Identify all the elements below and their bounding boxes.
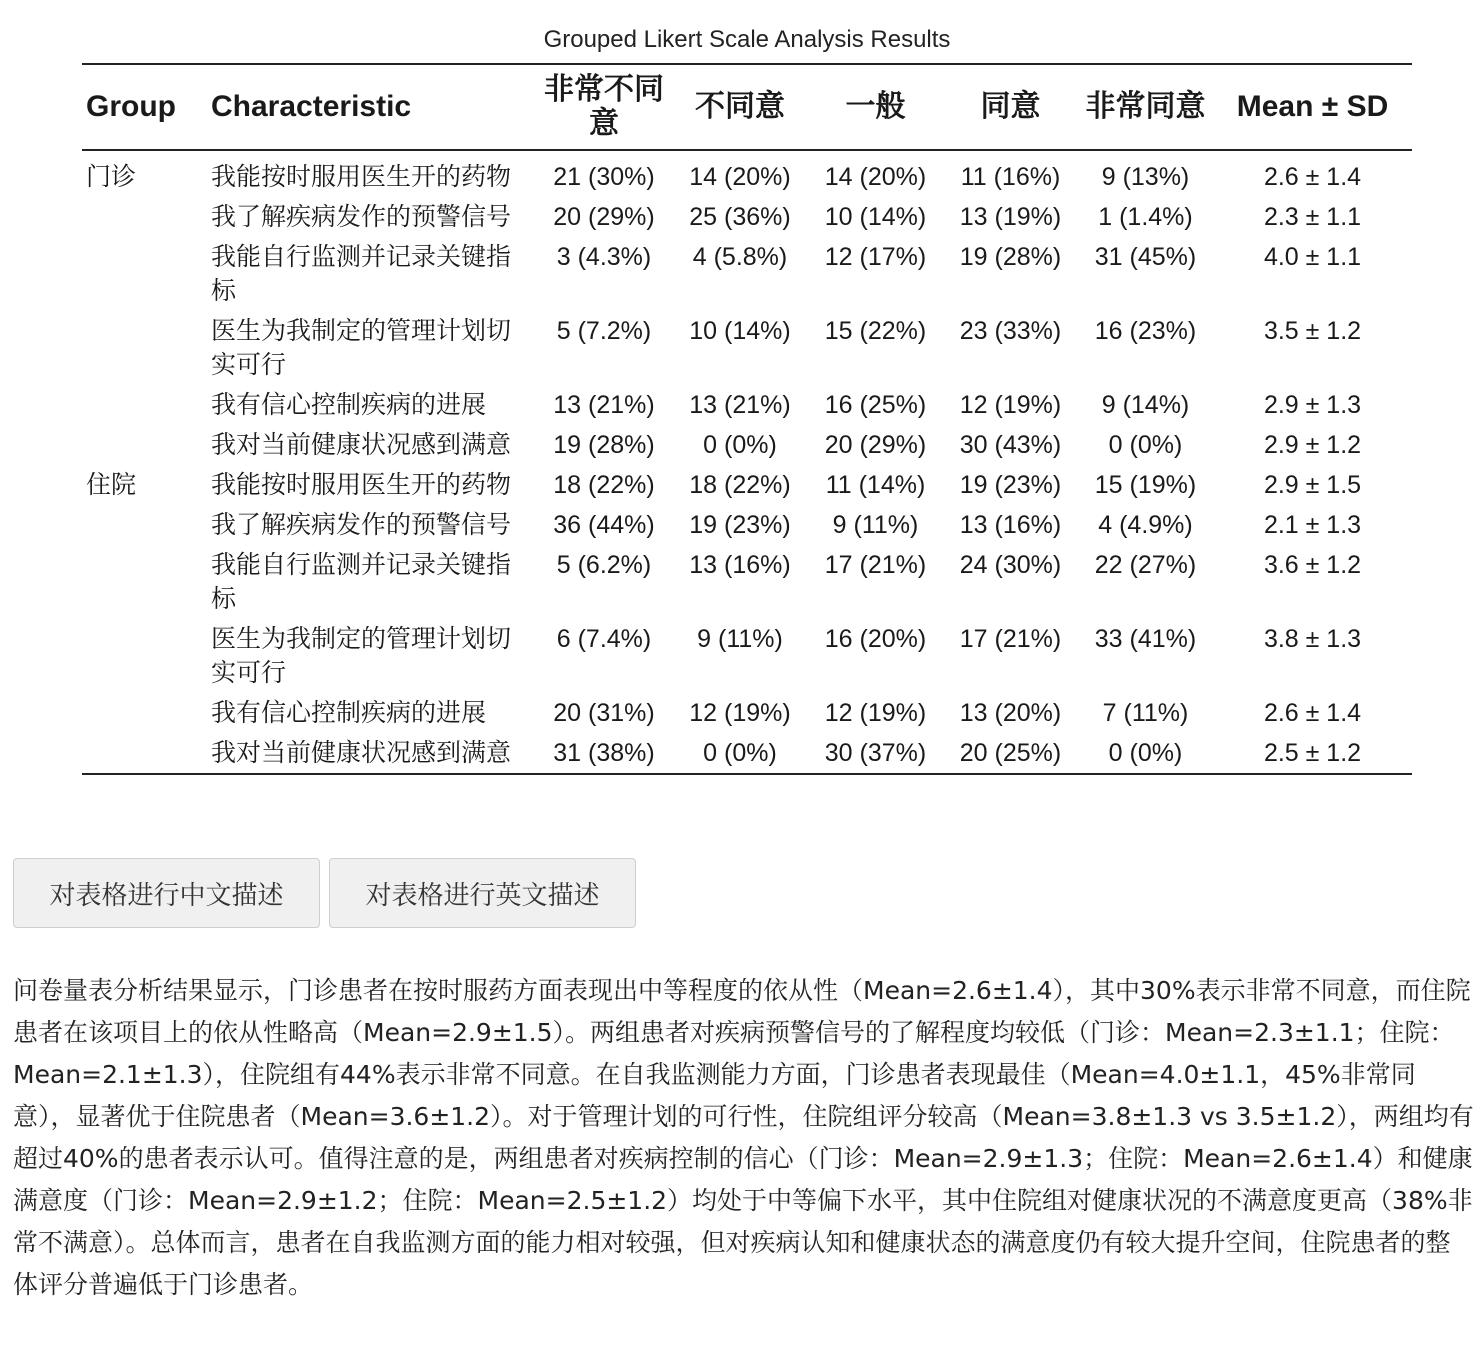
strongly-disagree-cell: 5 (6.2%) — [556, 551, 652, 579]
group-cell — [82, 733, 207, 774]
agree-cell: 13 (19%) — [959, 203, 1062, 231]
disagree-cell: 9 (11%) — [697, 625, 783, 653]
group-cell — [82, 619, 207, 693]
strongly-agree-cell: 9 (13%) — [1101, 163, 1190, 191]
mean-sd-cell: 3.6 ± 1.2 — [1263, 551, 1362, 579]
characteristic-cell: 我对当前健康状况感到满意 — [211, 739, 512, 767]
characteristic-cell: 我有信心控制疾病的进展 — [211, 391, 487, 419]
header-mean-sd: Mean ± SD — [1236, 90, 1389, 123]
neutral-cell: 11 (14%) — [825, 471, 926, 499]
strongly-disagree-cell: 20 (29%) — [553, 203, 655, 231]
characteristic-cell: 医生为我制定的管理计划切实可行 — [211, 317, 512, 379]
strongly-agree-cell: 9 (14%) — [1101, 391, 1190, 419]
disagree-cell: 18 (22%) — [689, 471, 791, 499]
group-cell — [82, 693, 207, 733]
characteristic-cell: 我了解疾病发作的预警信号 — [211, 203, 512, 231]
agree-cell: 11 (16%) — [960, 163, 1061, 191]
disagree-cell: 4 (5.8%) — [692, 243, 788, 271]
neutral-cell: 16 (20%) — [824, 625, 927, 653]
table-row — [82, 237, 1412, 311]
agree-cell: 23 (33%) — [959, 317, 1062, 345]
table-row — [82, 733, 1412, 774]
group-cell: 门诊 — [86, 163, 137, 191]
neutral-cell: 10 (14%) — [824, 203, 927, 231]
agree-cell: 19 (23%) — [959, 471, 1062, 499]
mean-sd-cell: 4.0 ± 1.1 — [1263, 243, 1362, 271]
group-cell — [82, 425, 207, 465]
neutral-cell: 14 (20%) — [824, 163, 927, 191]
mean-sd-cell: 3.5 ± 1.2 — [1263, 317, 1362, 345]
strongly-agree-cell: 0 (0%) — [1108, 431, 1183, 459]
strongly-disagree-cell: 19 (28%) — [553, 431, 655, 459]
header-disagree: 不同意 — [695, 90, 785, 123]
group-cell — [82, 311, 207, 385]
describe-chinese-button[interactable]: 对表格进行中文描述 — [13, 858, 320, 928]
strongly-agree-cell: 4 (4.9%) — [1098, 511, 1193, 539]
mean-sd-cell: 2.6 ± 1.4 — [1263, 163, 1362, 191]
table-row — [82, 150, 1412, 197]
agree-cell: 12 (19%) — [959, 391, 1062, 419]
disagree-cell: 19 (23%) — [689, 511, 791, 539]
table-description-text: 问卷量表分析结果显示，门诊患者在按时服药方面表现出中等程度的依从性（Mean=2.6±1.4），其中30%表示非常不同意，而住院患者在该项目上的依从性略高（Mean=2.9±1.5）。两组患者对疾病预警信号的了解程度均较低（门诊：Mean=2.3±1.1；住院：Mean=2.1±1.3），住院组有44%表示非常不同意。在自我监测能力方面，门诊患者表现最佳（Mean=4.0±1.1，45%非常同意），显著优于住院患者（Mean=3.6±1.2）。对于管理计划的可行性，住院组评分较高（Mean=3.8±1.3 vs 3.5±1.2），两组均有超过40%的患者表示认可。值得注意的是，两组患者对疾病控制的信心（门诊：Mean=2.9±1.3；住院：Mean=2.6±1.4）和健康满意度（门诊：Mean=2.9±1.2；住院：Mean=2.5±1.2）均处于中等偏下水平，其中住院组对健康状况的不满意度更高（38%非常不满意）。总体而言，患者在自我监测方面的能力相对较强，但对疾病认知和健康状态的满意度仍有较大提升空间，住院患者的整体评分普遍低于门诊患者。 — [13, 976, 1474, 1299]
strongly-agree-cell: 22 (27%) — [1094, 551, 1197, 579]
neutral-cell: 9 (11%) — [832, 511, 919, 539]
group-cell: 住院 — [86, 471, 137, 499]
neutral-cell: 16 (25%) — [824, 391, 927, 419]
mean-sd-cell: 2.6 ± 1.4 — [1263, 699, 1362, 727]
characteristic-cell: 我对当前健康状况感到满意 — [211, 431, 512, 459]
header-agree: 同意 — [980, 90, 1041, 123]
neutral-cell: 20 (29%) — [824, 431, 927, 459]
disagree-cell: 14 (20%) — [689, 163, 791, 191]
strongly-disagree-cell: 13 (21%) — [553, 391, 655, 419]
table-header-row — [82, 64, 1412, 150]
characteristic-cell: 我能自行监测并记录关键指标 — [211, 243, 512, 305]
characteristic-cell: 我了解疾病发作的预警信号 — [211, 511, 512, 539]
table-row — [82, 197, 1412, 237]
mean-sd-cell: 2.3 ± 1.1 — [1263, 203, 1362, 231]
strongly-disagree-cell: 36 (44%) — [553, 511, 655, 539]
describe-english-button[interactable]: 对表格进行英文描述 — [329, 858, 636, 928]
group-cell — [82, 237, 207, 311]
agree-cell: 13 (16%) — [959, 511, 1062, 539]
agree-cell: 20 (25%) — [959, 739, 1062, 767]
strongly-agree-cell: 33 (41%) — [1094, 625, 1197, 653]
neutral-cell: 12 (17%) — [824, 243, 927, 271]
disagree-cell: 0 (0%) — [703, 739, 777, 767]
neutral-cell: 15 (22%) — [824, 317, 927, 345]
neutral-cell: 30 (37%) — [824, 739, 927, 767]
mean-sd-cell: 3.8 ± 1.3 — [1263, 625, 1362, 653]
table-row — [82, 545, 1412, 619]
likert-results-table — [82, 63, 1412, 775]
group-cell — [82, 197, 207, 237]
disagree-cell: 12 (19%) — [689, 699, 791, 727]
strongly-agree-cell: 16 (23%) — [1094, 317, 1197, 345]
group-cell — [82, 385, 207, 425]
header-neutral: 一般 — [845, 90, 906, 123]
disagree-cell: 13 (21%) — [689, 391, 791, 419]
disagree-cell: 25 (36%) — [689, 203, 791, 231]
group-cell — [82, 505, 207, 545]
strongly-disagree-cell: 21 (30%) — [553, 163, 655, 191]
mean-sd-cell: 2.1 ± 1.3 — [1263, 511, 1362, 539]
table-row — [82, 385, 1412, 425]
strongly-agree-cell: 0 (0%) — [1108, 739, 1183, 767]
table-row — [82, 505, 1412, 545]
header-group: Group — [86, 90, 176, 123]
strongly-disagree-cell: 5 (7.2%) — [556, 317, 652, 345]
strongly-agree-cell: 31 (45%) — [1094, 243, 1197, 271]
characteristic-cell: 医生为我制定的管理计划切实可行 — [211, 625, 512, 687]
characteristic-cell: 我能自行监测并记录关键指标 — [211, 551, 512, 613]
mean-sd-cell: 2.5 ± 1.2 — [1263, 739, 1362, 767]
agree-cell: 24 (30%) — [959, 551, 1062, 579]
table-row — [82, 619, 1412, 693]
table-row — [82, 425, 1412, 465]
agree-cell: 13 (20%) — [959, 699, 1062, 727]
characteristic-cell: 我能按时服用医生开的药物 — [211, 471, 512, 499]
mean-sd-cell: 2.9 ± 1.2 — [1263, 431, 1362, 459]
table-row — [82, 693, 1412, 733]
mean-sd-cell: 2.9 ± 1.3 — [1263, 391, 1362, 419]
strongly-agree-cell: 15 (19%) — [1094, 471, 1197, 499]
mean-sd-cell: 2.9 ± 1.5 — [1263, 471, 1362, 499]
header-strongly-agree: 非常同意 — [1085, 90, 1206, 123]
characteristic-cell: 我有信心控制疾病的进展 — [211, 699, 487, 727]
strongly-agree-cell: 1 (1.4%) — [1098, 203, 1193, 231]
strongly-disagree-cell: 31 (38%) — [553, 739, 655, 767]
disagree-cell: 13 (16%) — [689, 551, 791, 579]
header-characteristic: Characteristic — [211, 90, 412, 123]
disagree-cell: 10 (14%) — [689, 317, 791, 345]
strongly-disagree-cell: 6 (7.4%) — [556, 625, 652, 653]
strongly-disagree-cell: 18 (22%) — [553, 471, 655, 499]
table-row — [82, 311, 1412, 385]
table-caption: Grouped Likert Scale Analysis Results — [543, 26, 951, 53]
neutral-cell: 17 (21%) — [824, 551, 927, 579]
agree-cell: 17 (21%) — [959, 625, 1062, 653]
agree-cell: 19 (28%) — [959, 243, 1062, 271]
header-strongly-disagree: 非常不同意 — [544, 73, 664, 140]
table-row — [82, 465, 1412, 505]
neutral-cell: 12 (19%) — [824, 699, 927, 727]
characteristic-cell: 我能按时服用医生开的药物 — [211, 163, 512, 191]
agree-cell: 30 (43%) — [959, 431, 1062, 459]
group-cell — [82, 545, 207, 619]
disagree-cell: 0 (0%) — [703, 431, 777, 459]
strongly-disagree-cell: 20 (31%) — [553, 699, 655, 727]
strongly-disagree-cell: 3 (4.3%) — [556, 243, 652, 271]
strongly-agree-cell: 7 (11%) — [1102, 699, 1189, 727]
